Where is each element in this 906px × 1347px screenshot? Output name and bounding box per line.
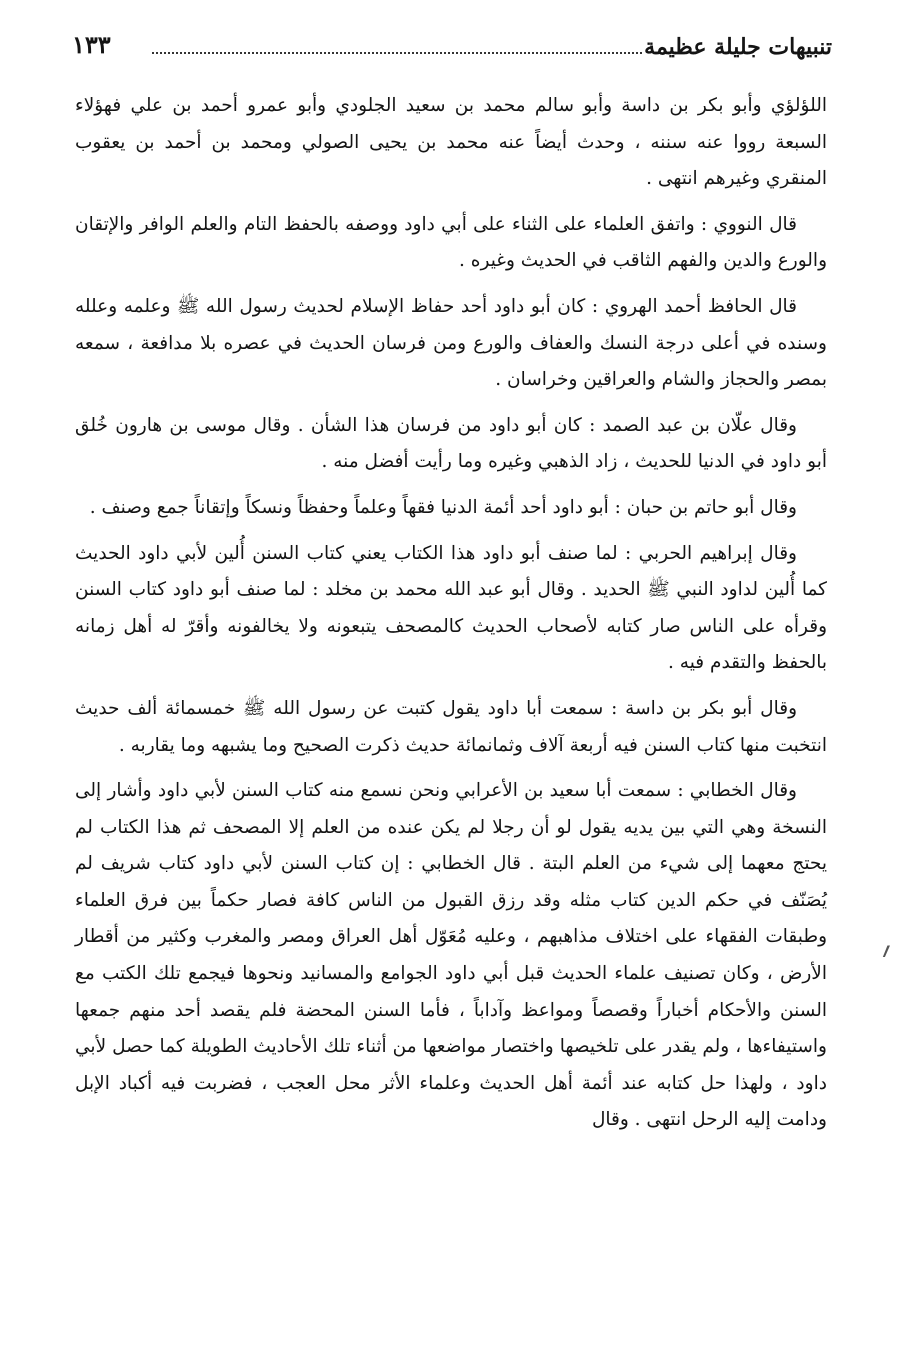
paragraph: قال الحافظ أحمد الهروي : كان أبو داود أحد حفاظ الإسلام لحديث رسول الله ﷺ وعلمه وعلله وسنده في أعلى درجة النسك والعفاف والورع ومن فرسان الحديث في عصره بلا مدافعة ، سمعه بمصر والحجاز والشام والعراقين وخراسان . <box>75 295 827 391</box>
paragraph: وقال علّان بن عبد الصمد : كان أبو داود من فرسان هذا الشأن . وقال موسى بن هارون خُلق أبو داود في الدنيا للحديث ، زاد الذهبي وغيره وما رأيت أفضل منه . <box>75 414 827 473</box>
paragraph: وقال أبو بكر بن داسة : سمعت أبا داود يقول كتبت عن رسول الله ﷺ خمسمائة ألف حديث انتخبت منها كتاب السنن فيه أربعة آلاف وثمانمائة حديث ذكرت الصحيح وما يشبهه وما يقاربه . <box>75 697 827 756</box>
running-header <box>72 30 832 70</box>
paragraph: اللؤلؤي وأبو بكر بن داسة وأبو سالم محمد بن سعيد الجلودي وأبو عمرو أحمد بن علي فهؤلاء السبعة رووا عنه سننه ، وحدث أيضاً عنه محمد بن يحيى الصولي ومحمد بن أحمد بن يعقوب المنقري وغيرهم انتهى . <box>75 95 827 190</box>
paragraph: وقال أبو حاتم بن حبان : أبو داود أحد أئمة الدنيا فقهاً وعلماً وحفظاً ونسكاً وإتقاناً جمع وصنف . <box>89 496 797 518</box>
paragraph: وقال إبراهيم الحربي : لما صنف أبو داود هذا الكتاب يعني كتاب السنن أُلين لأبي داود الحديث كما أُلين لداود النبي ﷺ الحديد . وقال أبو عبد الله محمد بن مخلد : لما صنف أبو داود كتاب السنن وقرأه على الناس صار كتابه لأصحاب الحديث كالمصحف يتبعونه ولا يخالفونه وأقرّ له أهل زمانه بالحفظ والتقدم فيه . <box>75 542 827 674</box>
paragraph: وقال الخطابي : سمعت أبا سعيد بن الأعرابي ونحن نسمع منه كتاب السنن لأبي داود وأشار إلى النسخة وهي التي بين يديه يقول لو أن رجلا لم يكن عنده من العلم إلا المصحف ثم هذا الكتاب لم يحتج معهما إلى شيء من العلم البتة . قال الخطابي : إن كتاب السنن لأبي داود كتاب شريف لم يُصَنّف في حكم الدين كتاب مثله وقد رزق القبول من الناس كافة فصار حكماً بين فرق العلماء وطبقات الفقهاء على اختلاف مذاهبهم ، وعليه مُعَوّل أهل العراق ومصر والمغرب وكثير من أقطار الأرض ، وكان تصنيف علماء الحديث قبل أبي داود الجوامع والمسانيد ونحوها فيجمع تلك الكتب مع السنن والأحكام أخباراً وقصصاً ومواعظ وآداباً ، فأما السنن المحضة فلم يقصد أحد منهم جمعها واستيفاءها ، ولم يقدر على تلخيصها واختصار مواضعها من أثناء تلك الأحاديث الطويلة كما حصل لأبي داود ، ولهذا حل كتابه عند أئمة أهل الحديث وعلماء الأثر محل العجب ، فضربت فيه أكباد الإبل ودامت إليه الرحل انتهى . وقال <box>75 780 827 1131</box>
margin-mark: ؍ <box>880 938 893 963</box>
body-text <box>75 88 827 1148</box>
header-title: تنبيهات جليلة عظيمة <box>644 34 832 60</box>
header-dotted-leader <box>152 52 642 54</box>
page-number: ١٣٣ <box>72 30 111 59</box>
paragraph: قال النووي : واتفق العلماء على الثناء على أبي داود ووصفه بالحفظ التام والعلم الوافر والإتقان والورع والدين والفهم الثاقب في الحديث وغيره . <box>75 213 827 272</box>
